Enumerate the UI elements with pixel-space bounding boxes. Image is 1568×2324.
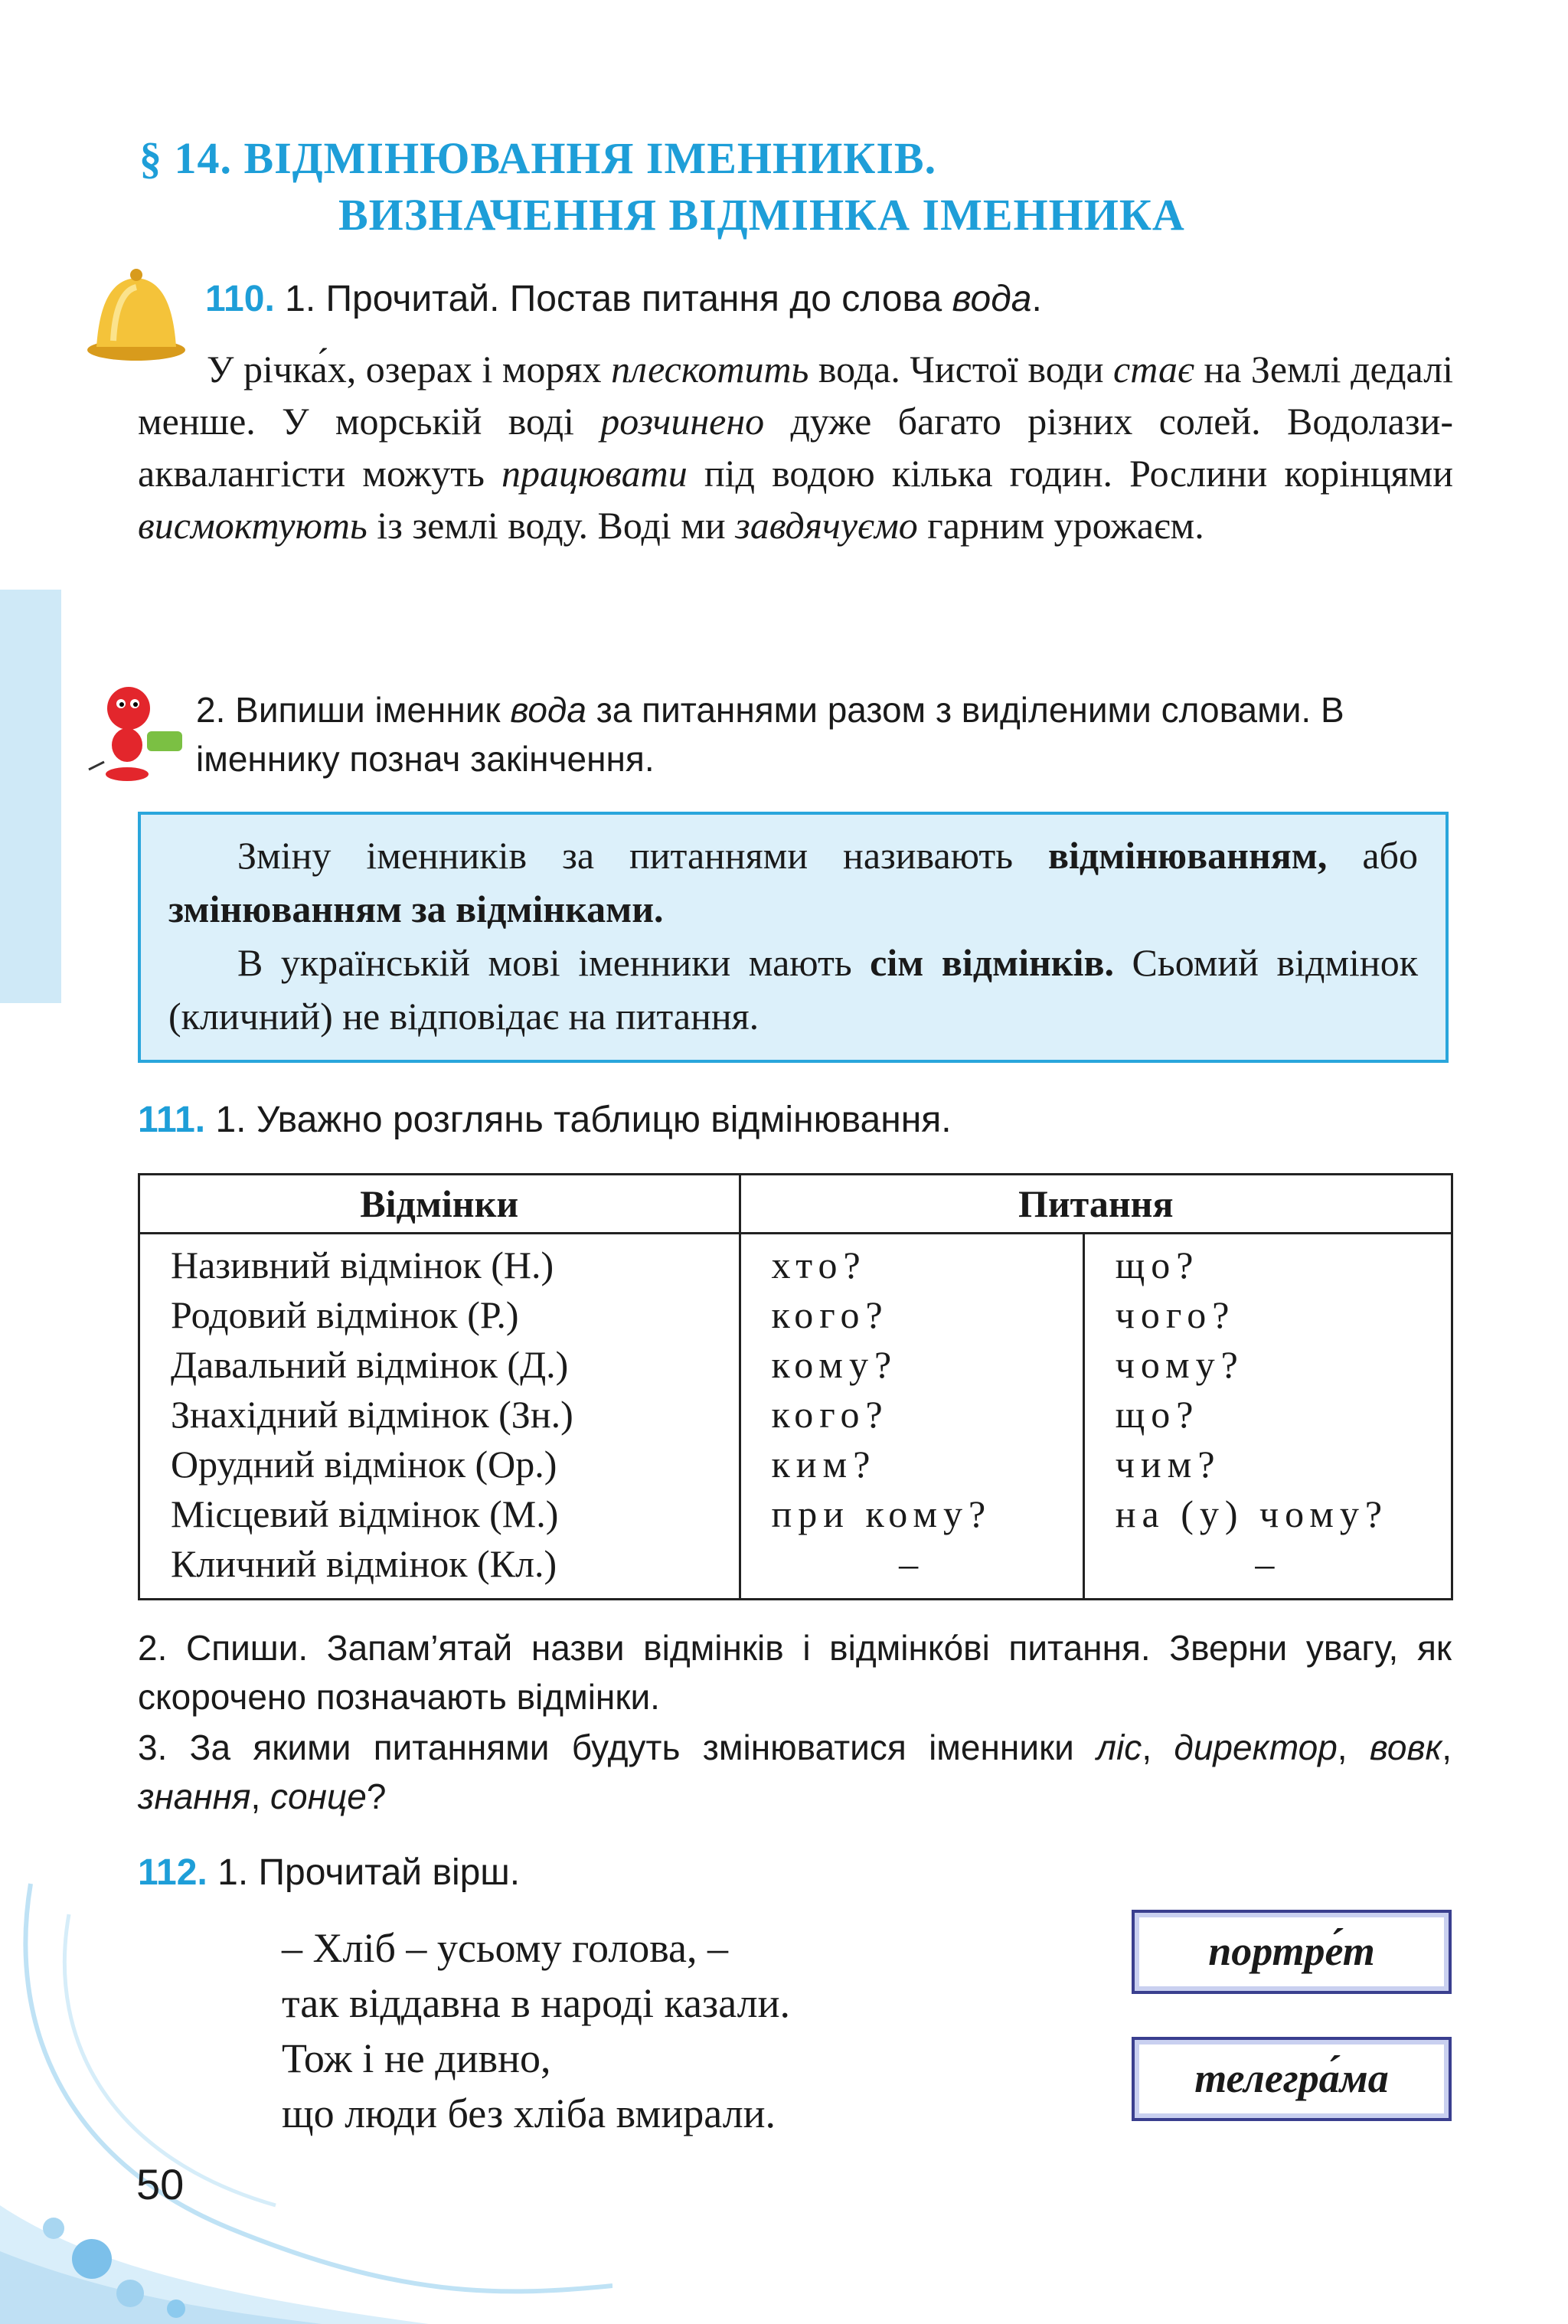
poem xyxy=(282,1920,790,2141)
cases-column xyxy=(139,1234,740,1600)
questions-animate-column xyxy=(740,1234,1083,1600)
case-question-animate: хто? xyxy=(771,1244,867,1286)
ex110-task1: 110. 1. Прочитай. Постав питання до слова вода. xyxy=(205,279,1042,319)
case-question-animate: кого? xyxy=(771,1293,889,1336)
text-run: Зміну іменників за питаннями називають xyxy=(237,834,1048,877)
case-name: Орудний відмінок (Ор.) xyxy=(171,1443,557,1486)
side-color-tab xyxy=(0,590,61,1003)
rule-paragraph-1 xyxy=(168,829,1418,936)
poem-line: що люди без хліба вмирали. xyxy=(282,2090,776,2136)
exercise-number: 110. xyxy=(205,279,275,319)
italic-word: плескотить xyxy=(611,348,809,391)
case-question-inanimate: чому? xyxy=(1115,1343,1244,1386)
case-question-inanimate: що? xyxy=(1115,1393,1200,1436)
text-run: , xyxy=(1142,1727,1174,1767)
ant-pencil-icon xyxy=(74,678,196,785)
ex111-task1: 111. 1. Уважно розглянь таблицю відмінювання. xyxy=(138,1100,952,1140)
poem-line: Тож і не дивно, xyxy=(282,2035,551,2081)
case-name: Родовий відмінок (Р.) xyxy=(171,1293,519,1336)
word-card-telegrama: телегра́ма xyxy=(1132,2037,1452,2121)
italic-word: висмоктують xyxy=(138,504,368,547)
text-run: Сьомий відмінок (кличний) не відповідає на питання. xyxy=(168,941,1418,1038)
text-run: під водою кілька годин. Рослини корінцями xyxy=(687,452,1453,495)
page-number: 50 xyxy=(136,2160,185,2208)
text-run: дуже багато різних солей. Водолази-аквалангісти можуть xyxy=(138,400,1453,495)
text-run: ? xyxy=(366,1777,387,1816)
section-title xyxy=(139,130,1185,244)
case-question-inanimate: на (у) чому? xyxy=(1115,1492,1389,1535)
poem-line: – Хліб – усьому голова, – xyxy=(282,1925,728,1971)
poem-line: так віддавна в народі казали. xyxy=(282,1980,791,2026)
text-run: , xyxy=(1337,1727,1370,1767)
section-title-line1: § 14. ВІДМІНЮВАННЯ ІМЕННИКІВ. xyxy=(139,133,937,183)
case-question-animate: ким? xyxy=(771,1443,877,1486)
bold-term: сім відмінків. xyxy=(870,941,1115,984)
text-run: із землі воду. Воді ми xyxy=(367,504,736,547)
bold-term: змінюванням за відмінками. xyxy=(168,887,664,930)
italic-word: сонце xyxy=(270,1777,367,1816)
text-run: , xyxy=(250,1777,271,1816)
case-name: Називний відмінок (Н.) xyxy=(171,1244,554,1286)
rule-paragraph-2 xyxy=(168,936,1418,1043)
bold-term: відмінюванням, xyxy=(1047,834,1328,877)
italic-word: працювати xyxy=(501,452,688,495)
text-run: або xyxy=(1327,834,1418,877)
italic-word: вовк xyxy=(1369,1727,1442,1767)
text-run: на Землі дедалі менше. У морській воді xyxy=(138,348,1453,443)
questions-inanimate-column xyxy=(1083,1234,1452,1600)
italic-word: ліс xyxy=(1096,1727,1142,1767)
text-run: У річка́х, озерах і морях xyxy=(207,348,612,391)
case-name: Кличний відмінок (Кл.) xyxy=(171,1542,557,1585)
italic-word: знання xyxy=(138,1777,251,1816)
case-question-animate: – xyxy=(899,1542,925,1585)
exercise-number: 111. xyxy=(138,1100,206,1140)
italic-word: завдячуємо xyxy=(735,504,918,547)
case-question-animate: кого? xyxy=(771,1393,889,1436)
case-question-inanimate: – xyxy=(1255,1542,1281,1585)
italic-word: директор xyxy=(1174,1727,1338,1767)
case-question-animate: кому? xyxy=(771,1343,898,1386)
exercise-number: 112. xyxy=(138,1852,207,1893)
case-question-inanimate: що? xyxy=(1115,1244,1200,1286)
italic-word: розчинено xyxy=(600,400,765,443)
text-run: В українській мові іменники мають xyxy=(237,941,871,984)
ex110-task2: 2. Випиши іменник вода за питаннями разом з виділеними словами. В іменнику познач закінчення. xyxy=(196,690,1344,779)
ex112-task1: 112. 1. Прочитай вірш. xyxy=(138,1852,521,1893)
case-name: Місцевий відмінок (М.) xyxy=(171,1492,559,1535)
case-question-inanimate: чим? xyxy=(1115,1443,1221,1486)
section-title-line2: ВИЗНАЧЕННЯ ВІДМІНКА ІМЕННИКА xyxy=(338,190,1185,240)
table-header-questions: Питання xyxy=(740,1175,1452,1234)
text-run: гарним урожаєм. xyxy=(917,504,1204,547)
declension-table xyxy=(138,1173,1453,1600)
case-question-inanimate: чого? xyxy=(1115,1293,1236,1336)
rule-box xyxy=(138,812,1449,1063)
ex111-task3 xyxy=(138,1723,1452,1821)
word-card-portret: портре́т xyxy=(1132,1910,1452,1994)
case-name: Знахідний відмінок (Зн.) xyxy=(171,1393,573,1436)
table-header-cases: Відмінки xyxy=(139,1175,740,1234)
text-run: , xyxy=(1442,1727,1452,1767)
text-run: вода. Чистої води xyxy=(808,348,1114,391)
case-question-animate: при кому? xyxy=(771,1492,992,1535)
text-run: 3. За якими питаннями будуть змінюватися іменники xyxy=(138,1727,1097,1767)
case-name: Давальний відмінок (Д.) xyxy=(171,1343,569,1386)
ex110-text xyxy=(138,343,1453,551)
ex111-task2: 2. Спиши. Запам’ятай назви відмінків і відмінко́ві питання. Зверни увагу, як скорочено позначають відмінки. xyxy=(138,1628,1452,1717)
italic-word: стає xyxy=(1113,348,1194,391)
